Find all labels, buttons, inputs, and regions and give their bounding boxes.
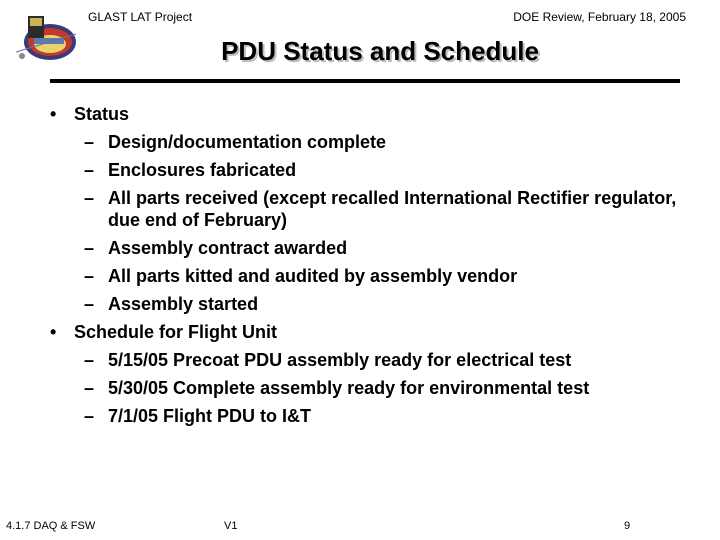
bullet-schedule	[50, 321, 700, 343]
dash-marker: –	[84, 160, 95, 180]
footer-wbs: 4.1.7 DAQ & FSW	[6, 520, 96, 532]
sub-item-text: All parts received (except recalled International Rectifier regulator, due end of February)	[108, 188, 677, 230]
sub-item	[50, 159, 700, 181]
sub-item	[50, 265, 700, 287]
dash-marker: –	[84, 132, 95, 152]
sub-item-text: 7/1/05 Flight PDU to I&T	[108, 406, 312, 426]
footer-page-number: 9	[624, 520, 631, 532]
dash-marker: –	[84, 238, 95, 258]
sub-item	[50, 187, 700, 231]
sub-item-text: Enclosures fabricated	[108, 160, 297, 180]
dash-marker: –	[84, 266, 95, 286]
sub-item-text: 5/15/05 Precoat PDU assembly ready for electrical test	[108, 350, 572, 370]
dash-marker: –	[84, 350, 95, 370]
sub-item	[50, 131, 700, 153]
dash-marker: –	[84, 406, 95, 426]
title-divider	[50, 79, 680, 83]
bullet-marker: •	[50, 104, 57, 124]
slide-content	[50, 103, 700, 433]
sub-item-text: Assembly contract awarded	[108, 238, 348, 258]
sub-item-text: Design/documentation complete	[108, 132, 387, 152]
bullet-status	[50, 103, 700, 125]
sub-item	[50, 377, 700, 399]
sub-item-text: 5/30/05 Complete assembly ready for environmental test	[108, 378, 590, 398]
bullet-label: Status	[74, 104, 130, 124]
sub-item	[50, 349, 700, 371]
header-project: GLAST LAT Project	[88, 10, 193, 24]
sub-item-text: Assembly started	[108, 294, 259, 314]
dash-marker: –	[84, 378, 95, 398]
sub-item	[50, 293, 700, 315]
sub-item-text: All parts kitted and audited by assembly vendor	[108, 266, 518, 286]
bullet-marker: •	[50, 322, 57, 342]
page-title: PDU Status and Schedule	[221, 36, 539, 66]
dash-marker: –	[84, 188, 95, 208]
sub-item	[50, 237, 700, 259]
dash-marker: –	[84, 294, 95, 314]
footer-version: V1	[224, 520, 238, 532]
header-review-date: DOE Review, February 18, 2005	[513, 10, 686, 24]
bullet-label: Schedule for Flight Unit	[74, 322, 277, 342]
sub-item	[50, 405, 700, 427]
